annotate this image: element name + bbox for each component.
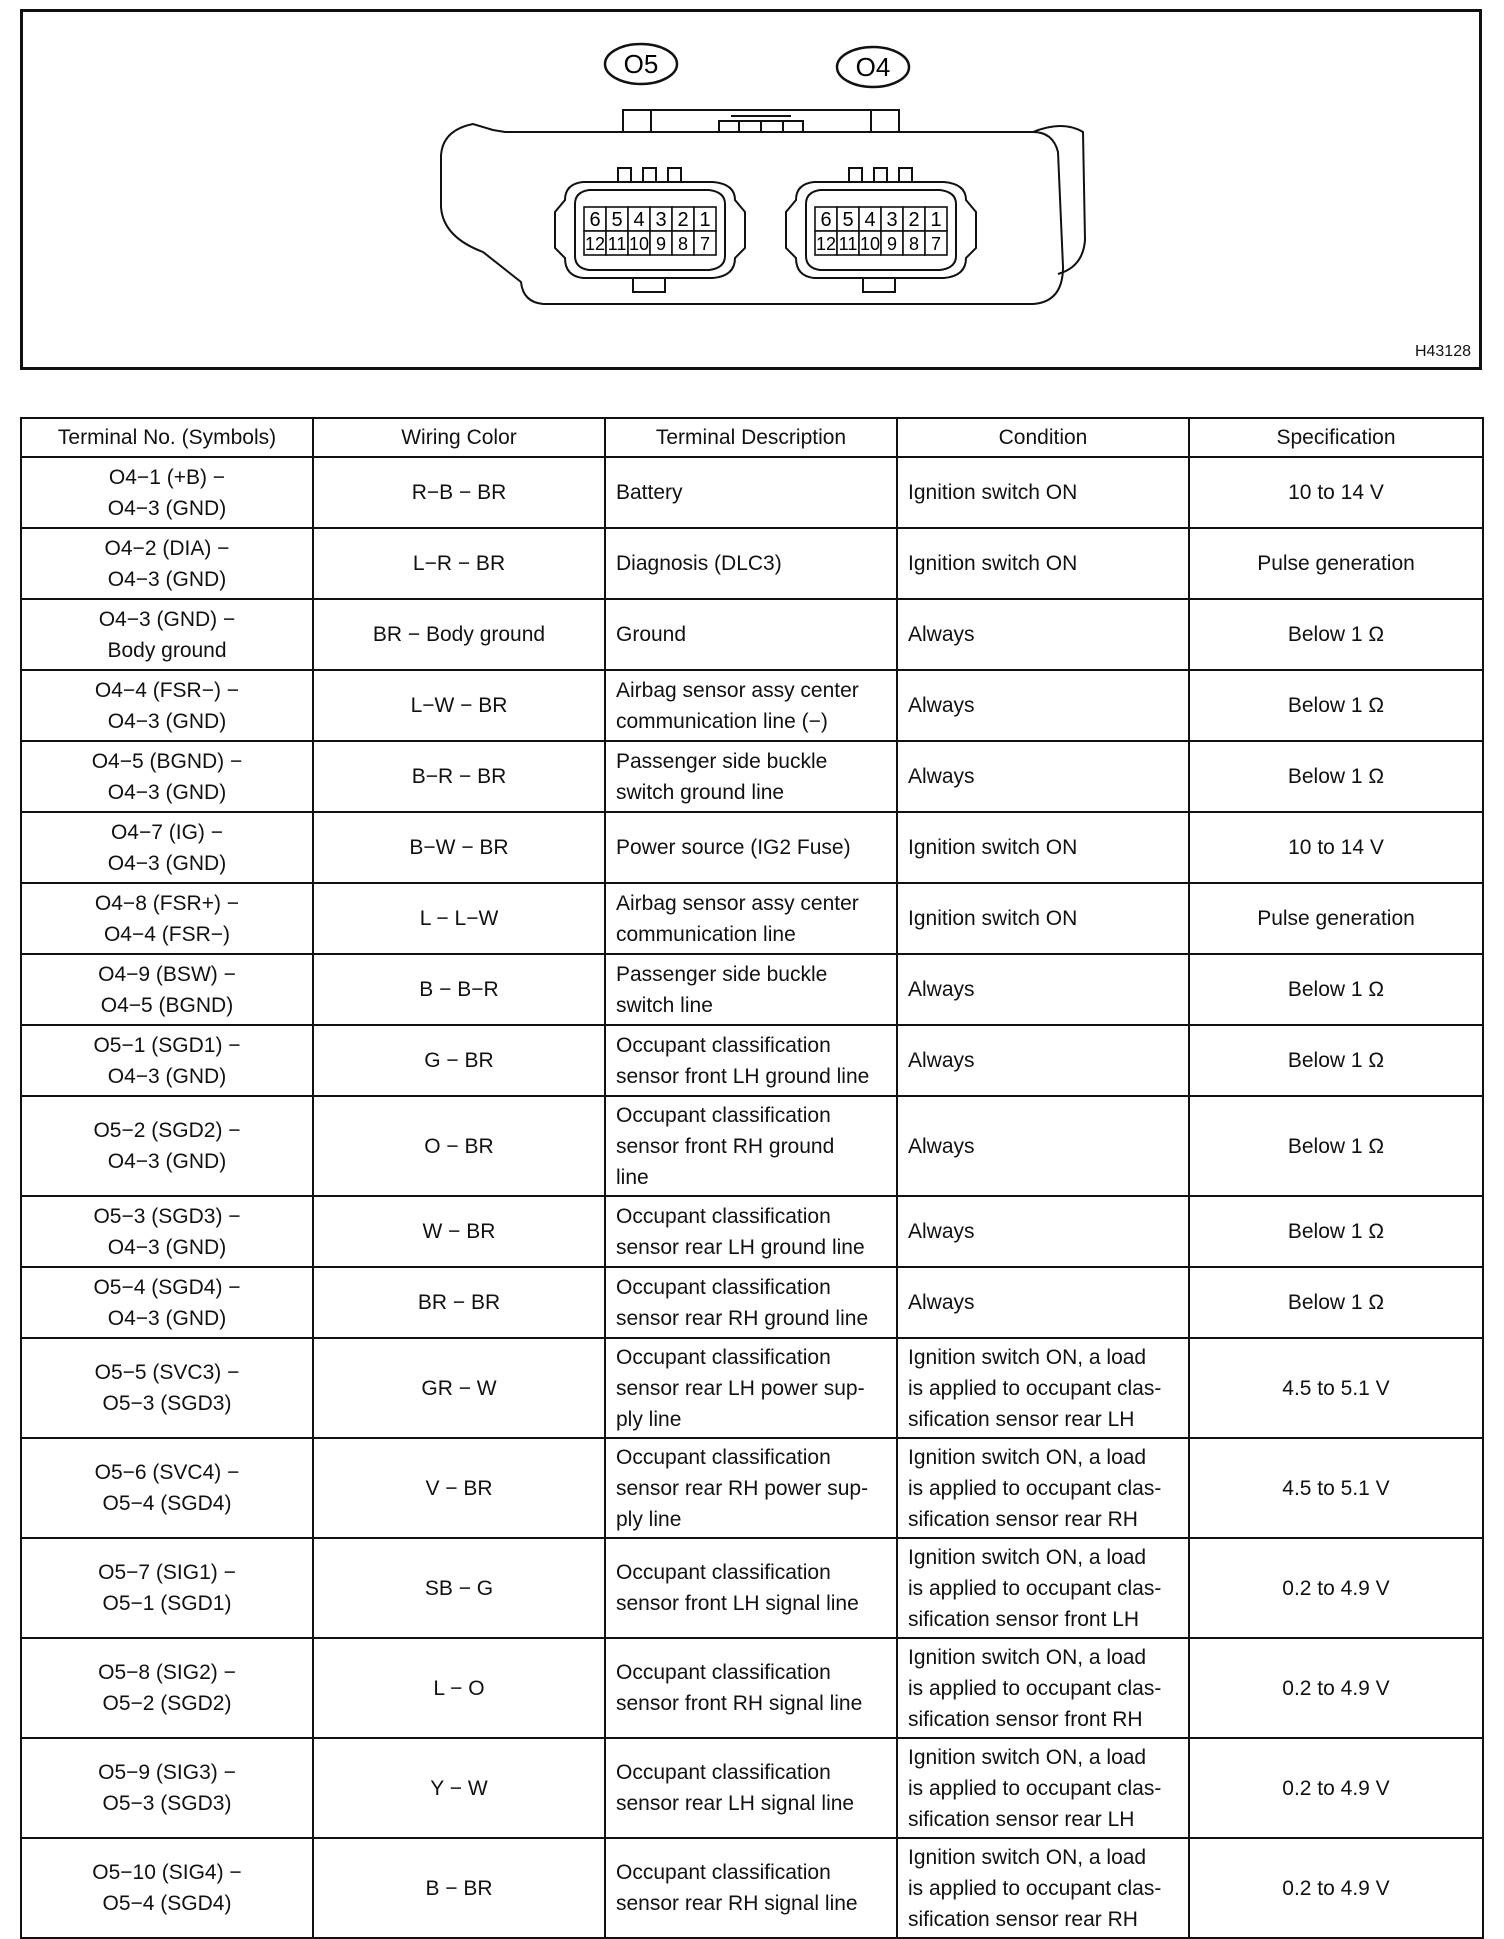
condition-cell: Ignition switch ON (897, 883, 1189, 954)
condition-cell: Ignition switch ON, a load is applied to occupant clas- sification sensor rear LH (897, 1738, 1189, 1838)
terminal-cell: O4−8 (FSR+) − O4−4 (FSR−) (21, 883, 313, 954)
table-row (21, 954, 1483, 1025)
condition-cell: Always (897, 599, 1189, 670)
table-row (21, 1267, 1483, 1338)
specification-cell: Below 1 Ω (1189, 741, 1483, 812)
wiring-color-cell: W − BR (313, 1196, 605, 1267)
table-row (21, 1338, 1483, 1438)
pin-number: 11 (607, 234, 627, 254)
o4-label: O4 (855, 52, 891, 82)
specification-cell: Below 1 Ω (1189, 1196, 1483, 1267)
description-cell: Ground (605, 599, 897, 670)
specification-cell: Pulse generation (1189, 883, 1483, 954)
o5-label: O5 (623, 49, 659, 79)
wiring-color-cell: G − BR (313, 1025, 605, 1096)
terminal-cell: O4−7 (IG) − O4−3 (GND) (21, 812, 313, 883)
header-wiring-color: Wiring Color (313, 418, 605, 457)
condition-cell: Always (897, 1096, 1189, 1196)
wiring-color-cell: O − BR (313, 1096, 605, 1196)
header-specification: Specification (1189, 418, 1483, 457)
header-terminal: Terminal No. (Symbols) (21, 418, 313, 457)
description-cell: Passenger side buckle switch line (605, 954, 897, 1025)
figure-id: H43128 (1414, 343, 1471, 360)
o5-callout (605, 44, 677, 84)
terminal-cell: O5−7 (SIG1) − O5−1 (SGD1) (21, 1538, 313, 1638)
description-cell: Power source (IG2 Fuse) (605, 812, 897, 883)
condition-cell: Always (897, 741, 1189, 812)
terminal-cell: O5−3 (SGD3) − O4−3 (GND) (21, 1196, 313, 1267)
wiring-color-cell: L − L−W (313, 883, 605, 954)
condition-cell: Ignition switch ON (897, 812, 1189, 883)
connector-diagram (20, 9, 1482, 370)
specification-cell: 0.2 to 4.9 V (1189, 1838, 1483, 1938)
wiring-color-cell: Y − W (313, 1738, 605, 1838)
header-condition: Condition (897, 418, 1189, 457)
specification-cell: 0.2 to 4.9 V (1189, 1738, 1483, 1838)
pin-number: 11 (838, 234, 858, 254)
terminal-cell: O4−9 (BSW) − O4−5 (BGND) (21, 954, 313, 1025)
condition-cell: Always (897, 1267, 1189, 1338)
pin-number: 6 (820, 209, 832, 231)
specification-cell: 4.5 to 5.1 V (1189, 1338, 1483, 1438)
description-cell: Airbag sensor assy center communication line (605, 883, 897, 954)
pin-number: 5 (842, 209, 854, 231)
description-cell: Occupant classification sensor rear RH power sup- ply line (605, 1438, 897, 1538)
wiring-color-cell: BR − Body ground (313, 599, 605, 670)
o4-callout (837, 47, 909, 87)
pin-number: 10 (859, 234, 881, 254)
table-row (21, 1096, 1483, 1196)
specification-cell: Below 1 Ω (1189, 1096, 1483, 1196)
condition-cell: Ignition switch ON, a load is applied to occupant clas- sification sensor rear RH (897, 1438, 1189, 1538)
specification-cell: Below 1 Ω (1189, 1025, 1483, 1096)
table-row (21, 1196, 1483, 1267)
table-row (21, 670, 1483, 741)
wiring-color-cell: L − O (313, 1638, 605, 1738)
pin-number: 3 (886, 209, 898, 231)
table-body (21, 457, 1483, 1938)
table-row (21, 457, 1483, 528)
description-cell: Occupant classification sensor front LH signal line (605, 1538, 897, 1638)
pin-number: 7 (930, 234, 942, 254)
table-row (21, 883, 1483, 954)
specification-cell: 0.2 to 4.9 V (1189, 1538, 1483, 1638)
description-cell: Occupant classification sensor rear RH signal line (605, 1838, 897, 1938)
wiring-color-cell: BR − BR (313, 1267, 605, 1338)
description-cell: Passenger side buckle switch ground line (605, 741, 897, 812)
table-row (21, 1438, 1483, 1538)
table-row (21, 599, 1483, 670)
wiring-color-cell: V − BR (313, 1438, 605, 1538)
header-row (21, 418, 1483, 457)
terminal-cell: O5−4 (SGD4) − O4−3 (GND) (21, 1267, 313, 1338)
connector-latch (623, 110, 899, 132)
specification-cell: 10 to 14 V (1189, 812, 1483, 883)
connector-o4-pins (815, 207, 947, 255)
terminal-cell: O5−2 (SGD2) − O4−3 (GND) (21, 1096, 313, 1196)
specification-cell: 4.5 to 5.1 V (1189, 1438, 1483, 1538)
terminal-cell: O4−3 (GND) − Body ground (21, 599, 313, 670)
specification-cell: Below 1 Ω (1189, 599, 1483, 670)
pin-number: 9 (886, 234, 898, 254)
description-cell: Occupant classification sensor rear LH ground line (605, 1196, 897, 1267)
description-cell: Occupant classification sensor rear LH power sup- ply line (605, 1338, 897, 1438)
pin-number: 4 (633, 209, 645, 231)
pin-number: 12 (815, 234, 837, 254)
condition-cell: Ignition switch ON (897, 457, 1189, 528)
pin-number: 9 (655, 234, 667, 254)
pin-number: 1 (699, 209, 711, 231)
terminal-cell: O5−1 (SGD1) − O4−3 (GND) (21, 1025, 313, 1096)
condition-cell: Ignition switch ON, a load is applied to occupant clas- sification sensor rear RH (897, 1838, 1189, 1938)
wiring-color-cell: R−B − BR (313, 457, 605, 528)
wiring-color-cell: B−W − BR (313, 812, 605, 883)
description-cell: Airbag sensor assy center communication line (−) (605, 670, 897, 741)
pin-number: 3 (655, 209, 667, 231)
description-cell: Diagnosis (DLC3) (605, 528, 897, 599)
connector-drawing (23, 12, 1485, 373)
wiring-color-cell: L−W − BR (313, 670, 605, 741)
pin-number: 8 (908, 234, 920, 254)
wiring-color-cell: SB − G (313, 1538, 605, 1638)
terminal-cell: O5−6 (SVC4) − O5−4 (SGD4) (21, 1438, 313, 1538)
table-row (21, 1025, 1483, 1096)
terminal-cell: O4−5 (BGND) − O4−3 (GND) (21, 741, 313, 812)
terminal-cell: O5−9 (SIG3) − O5−3 (SGD3) (21, 1738, 313, 1838)
terminal-cell: O4−1 (+B) − O4−3 (GND) (21, 457, 313, 528)
table-row (21, 812, 1483, 883)
table-row (21, 1738, 1483, 1838)
table-row (21, 1838, 1483, 1938)
specification-cell: 0.2 to 4.9 V (1189, 1638, 1483, 1738)
wiring-color-cell: B−R − BR (313, 741, 605, 812)
specification-cell: Below 1 Ω (1189, 670, 1483, 741)
wiring-color-cell: B − B−R (313, 954, 605, 1025)
pin-number: 7 (699, 234, 711, 254)
pin-number: 6 (589, 209, 601, 231)
wiring-color-cell: B − BR (313, 1838, 605, 1938)
condition-cell: Always (897, 954, 1189, 1025)
terminal-cell: O4−2 (DIA) − O4−3 (GND) (21, 528, 313, 599)
pin-number: 4 (864, 209, 876, 231)
specification-cell: Pulse generation (1189, 528, 1483, 599)
pin-number: 2 (908, 209, 920, 231)
connector-o5-pins (584, 207, 716, 255)
condition-cell: Always (897, 670, 1189, 741)
condition-cell: Ignition switch ON, a load is applied to occupant clas- sification sensor front RH (897, 1638, 1189, 1738)
specification-cell: Below 1 Ω (1189, 1267, 1483, 1338)
condition-cell: Ignition switch ON, a load is applied to occupant clas- sification sensor front LH (897, 1538, 1189, 1638)
specification-cell: Below 1 Ω (1189, 954, 1483, 1025)
description-cell: Occupant classification sensor rear LH signal line (605, 1738, 897, 1838)
condition-cell: Ignition switch ON, a load is applied to occupant clas- sification sensor rear LH (897, 1338, 1189, 1438)
table-row (21, 741, 1483, 812)
description-cell: Battery (605, 457, 897, 528)
table-row (21, 1638, 1483, 1738)
terminal-spec-table (20, 417, 1484, 1939)
pin-number: 8 (677, 234, 689, 254)
pin-number: 12 (584, 234, 606, 254)
pin-number: 2 (677, 209, 689, 231)
wiring-color-cell: L−R − BR (313, 528, 605, 599)
terminal-cell: O5−10 (SIG4) − O5−4 (SGD4) (21, 1838, 313, 1938)
description-cell: Occupant classification sensor front RH signal line (605, 1638, 897, 1738)
description-cell: Occupant classification sensor front RH ground line (605, 1096, 897, 1196)
pin-number: 5 (611, 209, 623, 231)
description-cell: Occupant classification sensor front LH ground line (605, 1025, 897, 1096)
wiring-color-cell: GR − W (313, 1338, 605, 1438)
pin-number: 1 (930, 209, 942, 231)
condition-cell: Always (897, 1196, 1189, 1267)
description-cell: Occupant classification sensor rear RH ground line (605, 1267, 897, 1338)
ecu-housing-outline (441, 124, 1063, 304)
condition-cell: Always (897, 1025, 1189, 1096)
header-description: Terminal Description (605, 418, 897, 457)
table-row (21, 1538, 1483, 1638)
table-header (21, 418, 1483, 457)
specification-cell: 10 to 14 V (1189, 457, 1483, 528)
pin-number: 10 (628, 234, 650, 254)
terminal-cell: O5−8 (SIG2) − O5−2 (SGD2) (21, 1638, 313, 1738)
terminal-cell: O5−5 (SVC3) − O5−3 (SGD3) (21, 1338, 313, 1438)
terminal-cell: O4−4 (FSR−) − O4−3 (GND) (21, 670, 313, 741)
condition-cell: Ignition switch ON (897, 528, 1189, 599)
table-row (21, 528, 1483, 599)
